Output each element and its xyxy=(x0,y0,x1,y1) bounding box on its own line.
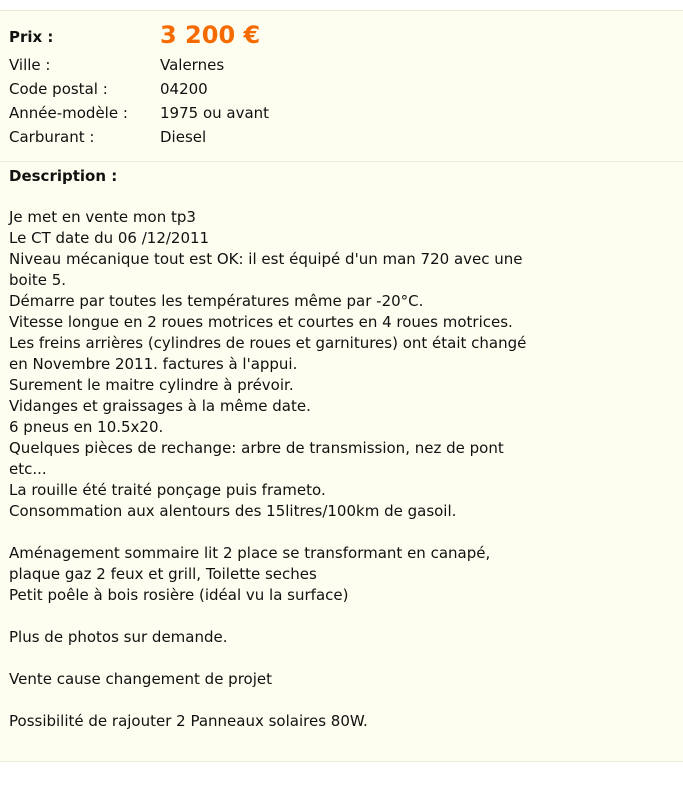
description-line: boite 5. xyxy=(9,271,67,289)
description-line xyxy=(9,606,579,627)
description-line: Quelques pièces de rechange: arbre de transmission, nez de pont xyxy=(9,439,504,457)
description-line: 6 pneus en 10.5x20. xyxy=(9,418,164,436)
description-line: Vitesse longue en 2 roues motrices et courtes en 4 roues motrices. xyxy=(9,313,513,331)
description-line: Aménagement sommaire lit 2 place se transformant en canapé, xyxy=(9,544,491,562)
price-label: Prix : xyxy=(9,28,54,46)
zip-value: 04200 xyxy=(160,80,208,98)
description-line: en Novembre 2011. factures à l'appui. xyxy=(9,355,298,373)
description-line: Vente cause changement de projet xyxy=(9,670,272,688)
description-line xyxy=(9,522,579,543)
description-line: Je met en vente mon tp3 xyxy=(9,208,196,226)
description-line: etc... xyxy=(9,460,47,478)
description-line: plaque gaz 2 feux et grill, Toilette seches xyxy=(9,565,317,583)
description-line: Petit poêle à bois rosière (idéal vu la surface) xyxy=(9,586,349,604)
price-value: 3 200 € xyxy=(160,21,261,49)
description-line: Démarre par toutes les températures même par -20°C. xyxy=(9,292,424,310)
zip-label: Code postal : xyxy=(9,80,108,98)
description-line xyxy=(9,648,579,669)
description-line xyxy=(9,690,579,711)
description-line: Les freins arrières (cylindres de roues et garnitures) ont était changé xyxy=(9,334,527,352)
city-value: Valernes xyxy=(160,56,225,74)
description-line: Possibilité de rajouter 2 Panneaux solaires 80W. xyxy=(9,712,368,730)
ad-parameters xyxy=(0,11,683,162)
fuel-value: Diesel xyxy=(160,128,207,146)
fuel-label: Carburant : xyxy=(9,128,95,146)
description-title: Description : xyxy=(9,167,118,185)
description-line: Le CT date du 06 /12/2011 xyxy=(9,229,210,247)
description-line: Consommation aux alentours des 15litres/100km de gasoil. xyxy=(9,502,457,520)
year-value: 1975 ou avant xyxy=(160,104,270,122)
description-line: Niveau mécanique tout est OK: il est équipé d'un man 720 avec une xyxy=(9,250,523,268)
description-line: La rouille été traité ponçage puis frameto. xyxy=(9,481,326,499)
description-line: Surement le maitre cylindre à prévoir. xyxy=(9,376,294,394)
city-label: Ville : xyxy=(9,56,51,74)
description-line: Vidanges et graissages à la même date. xyxy=(9,397,311,415)
description-line: Plus de photos sur demande. xyxy=(9,628,228,646)
year-label: Année-modèle : xyxy=(9,104,128,122)
description-body xyxy=(9,207,579,732)
